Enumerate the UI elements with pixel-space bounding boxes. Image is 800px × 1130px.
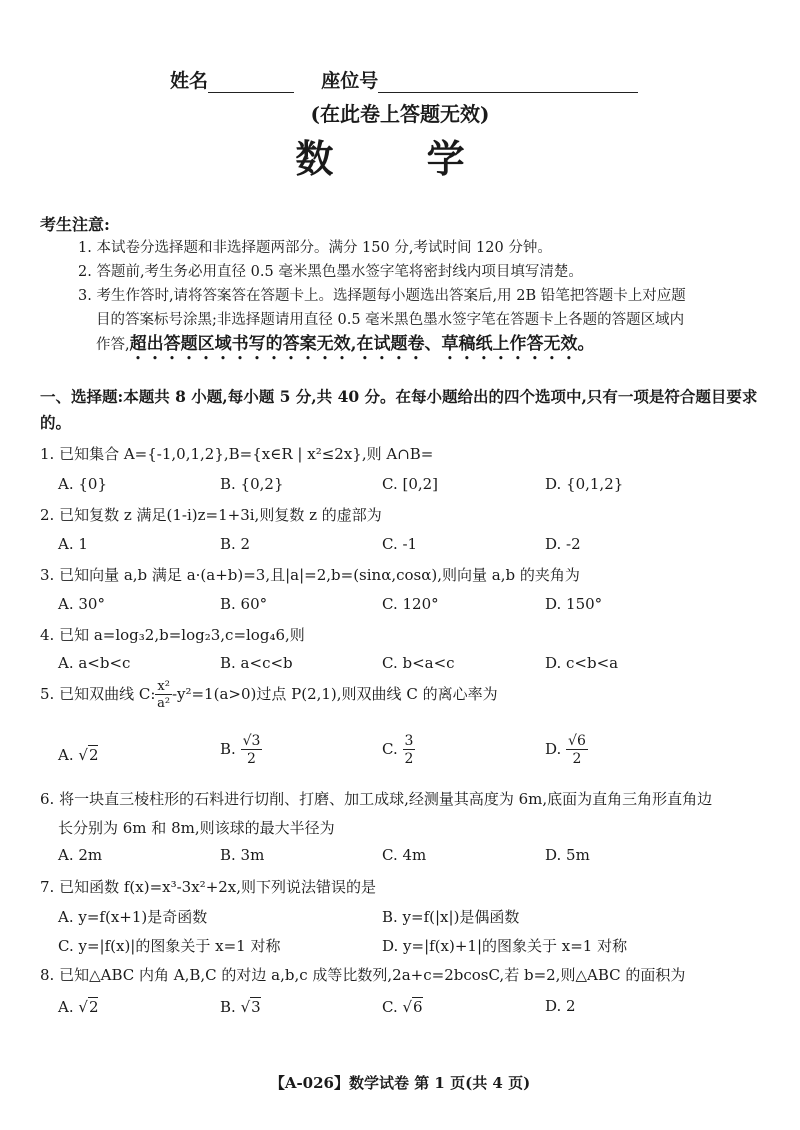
question-4-option-c: C. b<a<c — [382, 654, 455, 672]
question-3-option-c: C. 120° — [382, 595, 439, 613]
notice-item-3-line-3 — [96, 332, 768, 364]
question-7-option-d: D. y=|f(x)+1|的图象关于 x=1 对称 — [382, 937, 628, 955]
question-6-stem-line-2: 长分别为 6m 和 8m,则该球的最大半径为 — [58, 819, 335, 837]
name-label: 姓名 — [170, 70, 209, 92]
question-5-fraction-numerator: x² — [157, 679, 170, 694]
question-5-option-c-numerator: 3 — [404, 733, 414, 749]
invalid-answer-note: (在此卷上答题无效) — [310, 102, 490, 126]
notice-item-3-prefix: 作答, — [96, 337, 130, 353]
question-8-stem: 8. 已知△ABC 内角 A,B,C 的对边 a,b,c 成等比数列,2a+c=2bcosC,若 b=2,则△ABC 的面积为 — [40, 966, 686, 984]
question-4-option-a: A. a<b<c — [58, 654, 131, 672]
question-1-stem: 1. 已知集合 A={-1,0,1,2},B={x∈R | x²≤2x},则 A∩B= — [40, 445, 434, 463]
student-info-line — [170, 66, 638, 93]
question-5-option-d — [545, 734, 588, 766]
question-7-option-b: B. y=f(|x|)是偶函数 — [382, 908, 520, 926]
question-8-option-d: D. 2 — [545, 997, 576, 1015]
question-5-fraction-denominator: a² — [157, 696, 171, 711]
question-6-option-c: C. 4m — [382, 846, 427, 864]
notice-emphasis: 超出答题区域书写的答案无效,在试题卷、草稿纸上作答无效。 — [129, 334, 595, 354]
notice-heading: 考生注意: — [40, 215, 110, 234]
question-8-option-b: B. √3 — [220, 998, 261, 1016]
question-5-option-b — [220, 734, 262, 766]
section-heading: 一、选择题:本题共 8 小题,每小题 5 分,共 40 分。在每小题给出的四个选项中,只有一项是符合题目要求的。 — [40, 387, 758, 432]
question-5-stem-prefix: 5. 已知双曲线 C: — [40, 685, 156, 703]
question-6-option-d: D. 5m — [545, 846, 590, 864]
question-1-option-d: D. {0,1,2} — [545, 475, 624, 493]
question-5-option-a-label: A. — [58, 746, 74, 764]
question-8-option-a: A. √2 — [58, 998, 99, 1016]
question-4-stem: 4. 已知 a=log₃2,b=log₂3,c=log₄6,则 — [40, 626, 305, 644]
question-5-stem-suffix: -y²=1(a>0)过点 P(2,1),则双曲线 C 的离心率为 — [171, 685, 498, 703]
question-5-option-c-denominator: 2 — [404, 751, 414, 767]
question-5-option-d-numerator: √6 — [568, 733, 586, 749]
question-5-fraction — [155, 680, 172, 710]
question-2-option-a: A. 1 — [58, 535, 88, 553]
question-5-option-b-denominator: 2 — [247, 751, 256, 767]
question-4-option-d: D. c<b<a — [545, 654, 619, 672]
question-1-option-a: A. {0} — [58, 475, 107, 493]
question-7-option-a: A. y=f(x+1)是奇函数 — [58, 908, 208, 926]
question-1-option-c: C. [0,2] — [382, 475, 439, 493]
question-7-stem: 7. 已知函数 f(x)=x³-3x²+2x,则下列说法错误的是 — [40, 878, 377, 896]
question-8-option-b-radicand: 3 — [251, 998, 261, 1016]
notice-item-3-line-2: 目的答案标号涂黑;非选择题请用直径 0.5 毫米黑色墨水签字笔在答题卡上各题的答题区域内 — [96, 312, 685, 328]
notice-item-2: 2. 答题前,考生务必用直径 0.5 毫米黑色墨水签字笔将密封线内项目填写清楚。 — [78, 264, 583, 280]
question-5-option-a-radicand: 2 — [88, 746, 99, 764]
question-8-option-c-radicand: 6 — [413, 998, 423, 1016]
question-3-option-a: A. 30° — [58, 595, 105, 613]
question-2-stem: 2. 已知复数 z 满足(1-i)z=1+3i,则复数 z 的虚部为 — [40, 506, 382, 524]
question-5-option-d-label: D. — [545, 740, 562, 758]
page-title: 数 学 — [295, 136, 505, 181]
question-1-option-b: B. {0,2} — [220, 475, 284, 493]
seat-label: 座位号 — [321, 70, 379, 92]
question-2-option-c: C. -1 — [382, 535, 418, 553]
question-5-option-c-label: C. — [382, 740, 398, 758]
question-5-option-b-fraction — [241, 734, 263, 766]
question-8-option-c: C. √6 — [382, 998, 423, 1016]
question-5-option-c-fraction — [403, 734, 416, 766]
question-5-option-d-fraction — [566, 734, 588, 766]
question-3-option-d: D. 150° — [545, 595, 603, 613]
question-8-option-b-label: B. — [220, 998, 236, 1016]
question-8-option-a-radicand: 2 — [88, 998, 99, 1016]
question-8-option-c-label: C. — [382, 998, 398, 1016]
question-3-stem: 3. 已知向量 a,b 满足 a·(a+b)=3,且|a|=2,b=(sinα,cosα),则向量 a,b 的夹角为 — [40, 566, 580, 584]
question-6-option-a: A. 2m — [58, 846, 103, 864]
question-5-stem — [40, 680, 498, 710]
question-3-option-b: B. 60° — [220, 595, 268, 613]
question-2-option-d: D. -2 — [545, 535, 581, 553]
question-5-option-b-numerator: √3 — [242, 733, 261, 749]
page-footer: 【A-026】数学试卷 第 1 页(共 4 页) — [269, 1074, 531, 1092]
question-2-option-b: B. 2 — [220, 535, 251, 553]
question-7-option-c: C. y=|f(x)|的图象关于 x=1 对称 — [58, 937, 281, 955]
question-5-option-b-label: B. — [220, 740, 236, 758]
question-6-option-b: B. 3m — [220, 846, 265, 864]
seat-blank — [378, 74, 638, 93]
question-5-option-d-denominator: 2 — [572, 751, 582, 767]
notice-item-3-line-1: 3. 考生作答时,请将答案答在答题卡上。选择题每小题选出答案后,用 2B 铅笔把答题卡上对应题 — [78, 288, 686, 304]
question-5-option-a: A. √2 — [58, 746, 99, 764]
question-4-option-b: B. a<c<b — [220, 654, 293, 672]
question-6-stem-line-1: 6. 将一块直三棱柱形的石料进行切削、打磨、加工成球,经测量其高度为 6m,底面为直角三角形直角边 — [40, 790, 713, 808]
notice-item-1: 1. 本试卷分选择题和非选择题两部分。满分 150 分,考试时间 120 分钟。 — [78, 240, 552, 256]
name-blank — [208, 74, 294, 93]
question-8-option-a-label: A. — [58, 998, 74, 1016]
question-5-option-c — [382, 734, 415, 766]
